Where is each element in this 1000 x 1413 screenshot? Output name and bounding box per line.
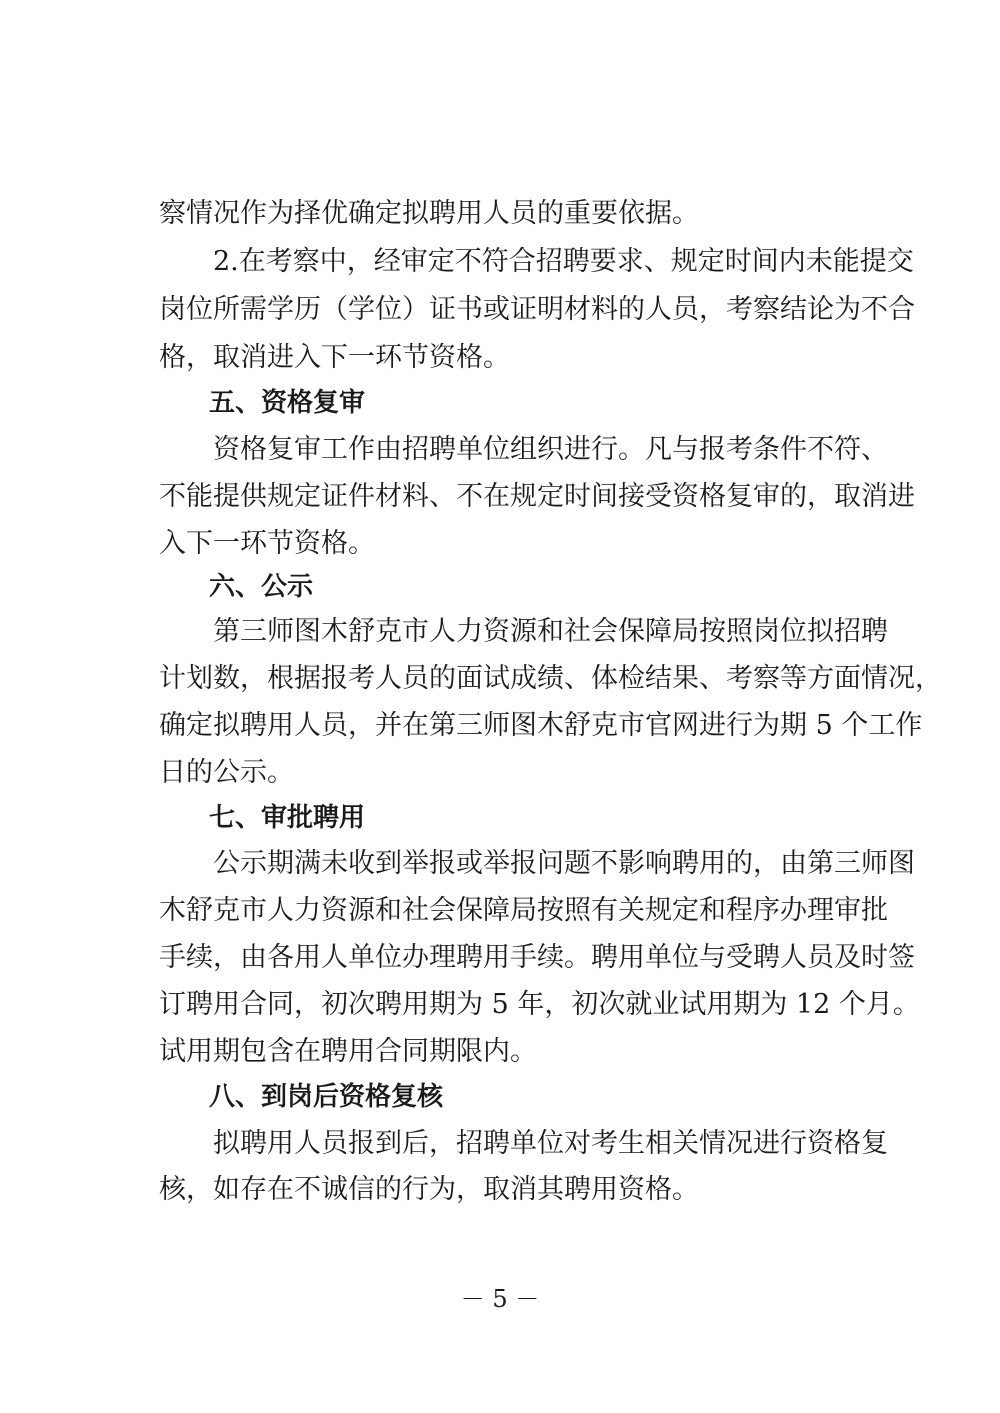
paragraph-line: 日的公示。 <box>159 757 294 788</box>
section-heading: 七、审批聘用 <box>209 803 366 833</box>
paragraph-line: 手续，由各用人单位办理聘用手续。聘用单位与受聘人员及时签 <box>159 942 915 973</box>
section-heading: 五、资格复审 <box>209 388 366 418</box>
paragraph-line: 察情况作为择优确定拟聘用人员的重要依据。 <box>159 198 699 229</box>
section-heading: 六、公示 <box>209 572 314 602</box>
paragraph-line: 木舒克市人力资源和社会保障局按照有关规定和程序办理审批 <box>159 895 888 926</box>
paragraph-line: 第三师图木舒克市人力资源和社会保障局按照岗位拟招聘 <box>213 616 888 647</box>
paragraph-line: 核，如存在不诚信的行为，取消其聘用资格。 <box>159 1174 699 1205</box>
page-number: － 5 － <box>460 1285 540 1313</box>
paragraph-line: 2.在考察中，经审定不符合招聘要求、规定时间内未能提交 <box>213 246 914 277</box>
paragraph-line: 公示期满未收到举报或举报问题不影响聘用的，由第三师图 <box>213 848 915 879</box>
paragraph-line: 格，取消进入下一环节资格。 <box>159 342 510 373</box>
paragraph-line: 不能提供规定证件材料、不在规定时间接受资格复审的，取消进 <box>159 481 915 512</box>
paragraph-line: 拟聘用人员报到后，招聘单位对考生相关情况进行资格复 <box>213 1128 888 1159</box>
paragraph-line: 计划数，根据报考人员的面试成绩、体检结果、考察等方面情况， <box>159 663 942 694</box>
paragraph-line: 试用期包含在聘用合同期限内。 <box>159 1036 537 1067</box>
paragraph-line: 订聘用合同，初次聘用期为 5 年，初次就业试用期为 12 个月。 <box>159 989 920 1020</box>
paragraph-line: 岗位所需学历（学位）证书或证明材料的人员，考察结论为不合 <box>159 294 915 325</box>
paragraph-line: 入下一环节资格。 <box>159 528 375 559</box>
section-heading: 八、到岗后资格复核 <box>209 1082 444 1112</box>
paragraph-line: 确定拟聘用人员，并在第三师图木舒克市官网进行为期 5 个工作 <box>159 710 923 741</box>
paragraph-line: 资格复审工作由招聘单位组织进行。凡与报考条件不符、 <box>213 434 888 465</box>
